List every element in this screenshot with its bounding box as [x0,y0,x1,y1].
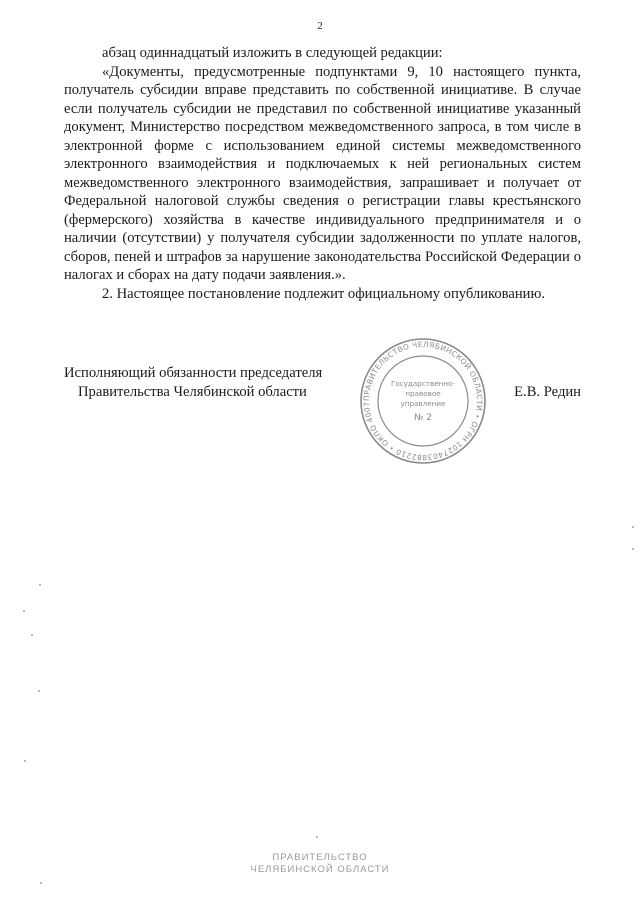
paragraph-intro: абзац одиннадцатый изложить в следующей редакции: [102,45,443,61]
document-body [64,44,581,303]
scan-speck [39,584,41,586]
seal-center-line4: № 2 [414,413,432,423]
scan-speck [38,690,40,692]
scan-speck [40,882,42,884]
signature-block [64,364,581,424]
paragraph-amendment-text: «Документы, предусмотренные подпунктами 9, 10 настоящего пункта, получатель субсидии вправе представить по собственной инициативе. В случае если получатель субсидии не представил по собственной инициативе указанный документ, Министерство посредством межведомственного запроса, в том числе в электронной форме с использованием единой системы межведомственного электронного взаимодействия и подключаемых к ней региональных систем межведомственного электронного взаимодействия, запрашивает и получает от Федеральной налоговой службы сведения о регистрации главы крестьянского (фермерского) хозяйства в качестве индивидуального предпринимателя и о наличии (отсутствии) у получателя субсидии задолженности по уплате налогов, сборов, пеней и штрафов за нарушение законодательства Российской Федерации о налогах и сборах на дату подачи заявления.». [64,63,581,283]
signatory-position-line2: Правительства Челябинской области [78,384,307,400]
scan-speck [31,634,33,636]
seal-ring-text: ПРАВИТЕЛЬСТВО ЧЕЛЯБИНСКОЙ ОБЛАСТИ • ОГРН 1027403882210 • ОКПО 4007 [361,339,485,463]
scan-speck [632,526,634,528]
seal-center-line3: управление [400,399,446,408]
footer-stamp-line1: ПРАВИТЕЛЬСТВО [272,852,368,863]
scan-speck [24,760,26,762]
signatory-position-line1: Исполняющий обязанности председателя [64,365,323,381]
seal-center-line1: Государственно- [390,379,456,388]
signatory-name: Е.В. Редин [514,384,581,400]
scan-speck [23,610,25,612]
scan-speck [632,548,634,550]
footer-stamp-line2: ЧЕЛЯБИНСКОЙ ОБЛАСТИ [250,864,390,875]
scan-speck [316,836,318,838]
page-number: 2 [317,20,323,32]
footer-stamp [0,852,640,876]
seal-center-line2: правовое [405,389,441,398]
official-seal [350,338,496,464]
paragraph-publication: 2. Настоящее постановление подлежит официальному опубликованию. [102,285,546,302]
